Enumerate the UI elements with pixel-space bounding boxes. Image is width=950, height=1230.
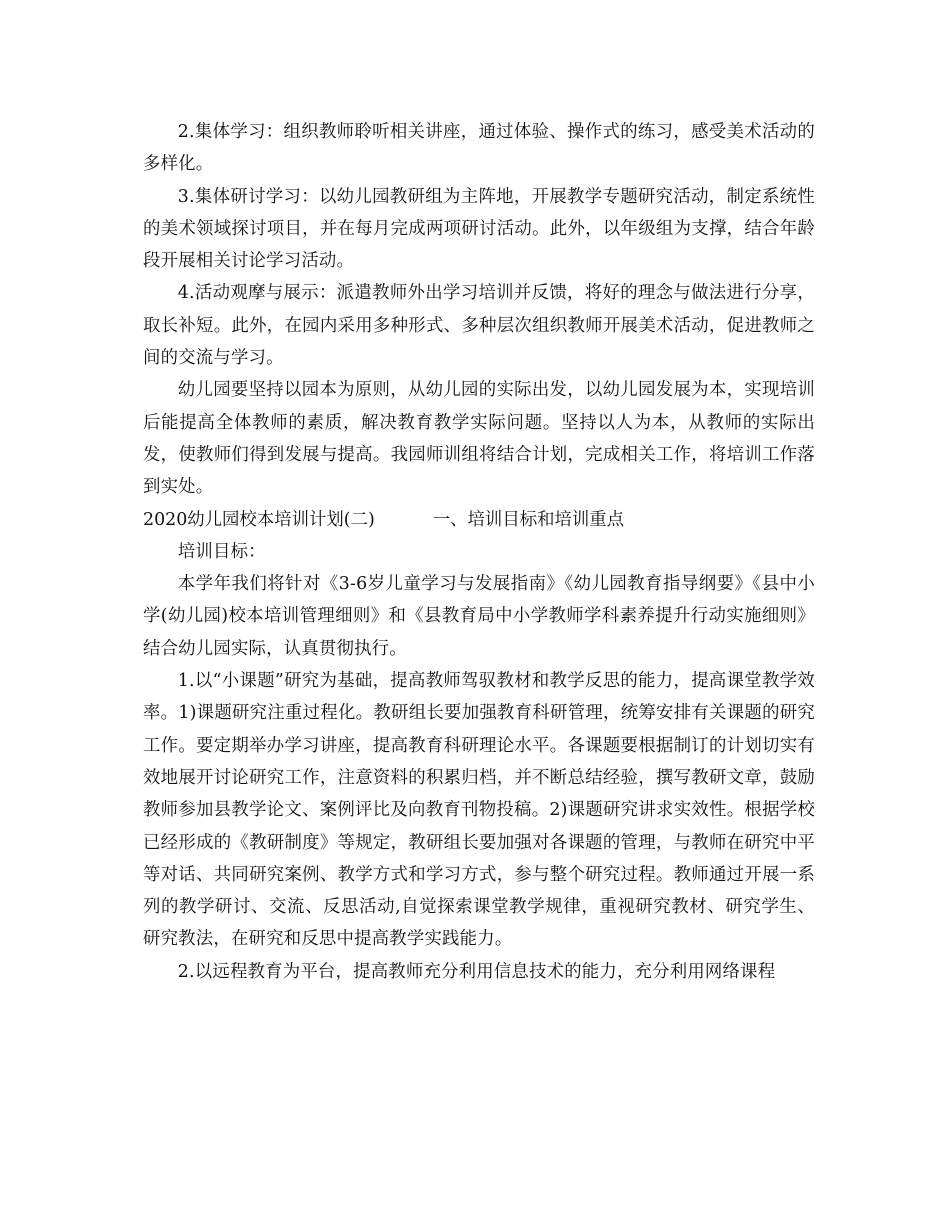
goal-label: 培训目标：	[177, 541, 266, 562]
paragraph-guidelines: 本学年我们将针对《3-6岁儿童学习与发展指南》《幼儿园教育指导纲要》《县中小学(幼儿园)校本培训管理细则》和《县教育局中小学教师学科素养提升行动实施细则》结合幼儿园实际，认真贯彻执行。	[143, 574, 815, 659]
plan-title: 2020幼儿园校本培训计划(二)	[143, 509, 375, 530]
paragraph-activity-observation: 4.活动观摩与展示：派遣教师外出学习培训并反馈，将好的理念与做法进行分享，取长补短。此外，在园内采用多种形式、多种层次组织教师开展美术活动，促进教师之间的交流与学习。	[143, 283, 815, 369]
paragraph-small-topic-research: 1.以“小课题”研究为基础，提高教师驾驭教材和教学反思的能力，提高课堂教学效率。1)课题研究注重过程化。教研组长要加强教育科研管理，统筹安排有关课题的研究工作。要定期举办学习讲座，提高教育科研理论水平。各课题要根据制订的计划切实有效地展开讨论研究工作，注意资料的积累归档，并不断总结经验，撰写教研文章，鼓励教师参加县教学论文、案例评比及向教育刊物投稿。2)课题研究讲求实效性。根据学校已经形成的《教研制度》等规定，教研组长要加强对各课题的管理，与教师在研究中平等对话、共同研究案例、教学方式和学习方式，参与整个研究过程。教师通过开展一系列的教学研讨、交流、反思活动,自觉探索课堂教学规律，重视研究教材、研究学生、研究教法，在研究和反思中提高教学实践能力。	[143, 671, 815, 950]
section-heading: 一、培训目标和培训重点	[432, 509, 625, 530]
paragraph-remote-education: 2.以远程教育为平台，提高教师充分利用信息技术的能力，充分利用网络课程	[177, 961, 776, 982]
paragraph-collective-study: 2.集体学习：组织教师聆听相关讲座，通过体验、操作式的练习，感受美术活动的多样化。	[143, 122, 815, 175]
paragraph-kindergarten-principle: 幼儿园要坚持以园本为原则，从幼儿园的实际出发，以幼儿园发展为本，实现培训后能提高全体教师的素质，解决教育教学实际问题。坚持以人为本，从教师的实际出发，使教师们得到发展与提高。我园师训组将结合计划，完成相关工作，将培训工作落到实处。	[143, 380, 815, 498]
plan-heading-line	[143, 504, 815, 536]
document-body	[143, 116, 815, 988]
paragraph-collective-research: 3.集体研讨学习：以幼儿园教研组为主阵地，开展教学专题研究活动，制定系统性的美术领域探讨项目，并在每月完成两项研讨活动。此外，以年级组为支撑，结合年龄段开展相关讨论学习活动。	[143, 186, 815, 272]
